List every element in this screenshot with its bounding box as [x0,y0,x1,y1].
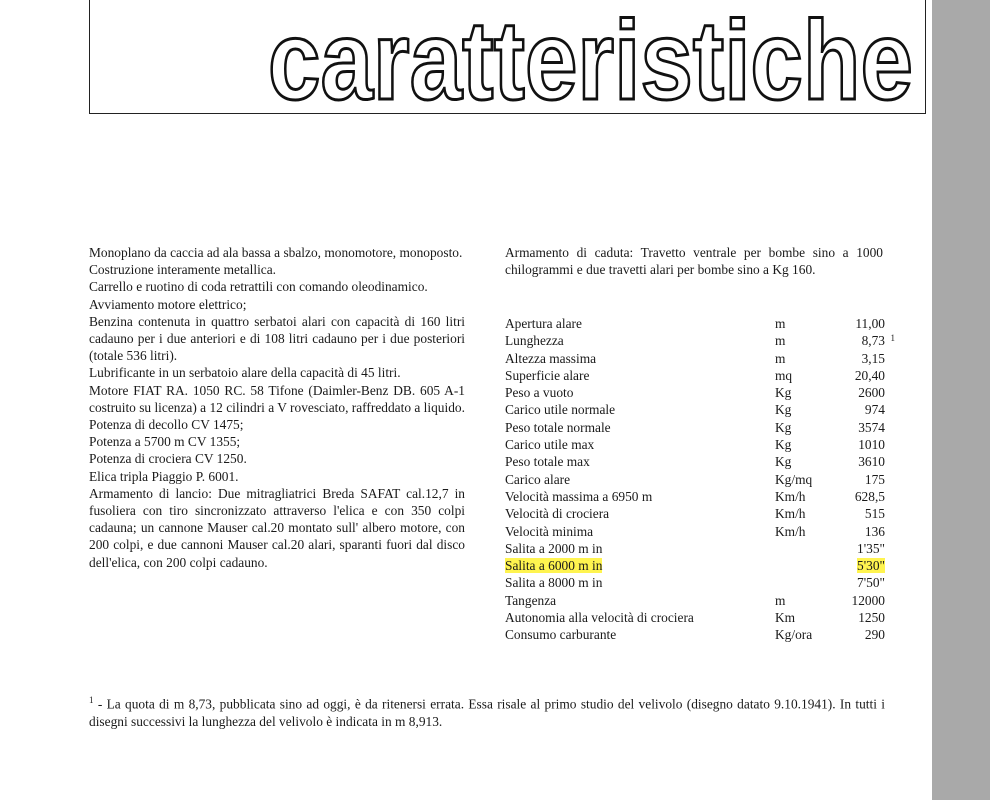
spec-value: 175 [864,471,885,487]
spec-label-cell [505,609,775,626]
spec-label: Salita a 2000 m in [505,540,603,556]
title-svg [90,0,927,123]
spec-value-cell [835,609,885,626]
spec-unit: Kg/mq [775,471,813,487]
spec-label-cell [505,384,775,401]
spec-unit [775,574,835,591]
spec-unit: m [775,592,786,608]
spec-unit: Kg/ora [775,627,813,643]
spec-unit: Km/h [775,506,806,522]
spec-label: Tangenza [505,592,557,608]
left-paragraph: Armamento di lancio: Due mitragliatrici Breda SAFAT cal.12,7 in fusoliera con tiro sincronizzato attraverso l'elica e con 350 colpi cadauna; un cannone Mauser cal.20 montato sull' albero motore, con 200 colpi, e due cannoni Mauser cal.20 alari, sparanti fuori dal disco dell'elica, con 200 colpi cadauno. [89,485,465,570]
spec-unit: Km/h [775,523,806,539]
spec-value-cell [835,557,885,574]
spec-unit: m [775,316,786,331]
spec-row [505,401,885,418]
spec-value: 12000 [851,592,885,608]
spec-value: 11,00 [855,316,885,331]
spec-value: 3610 [858,454,885,470]
spec-value-cell [835,471,885,488]
spec-value: 515 [864,506,885,522]
spec-label-cell [505,315,775,332]
footnote [89,692,885,730]
spec-label: Velocità minima [505,523,594,539]
spec-label-cell [505,436,775,453]
spec-unit: Kg [775,419,792,435]
spec-value: 1010 [858,437,885,453]
spec-value-cell [835,626,885,643]
spec-unit: Km [775,610,796,626]
spec-value-cell [835,332,895,349]
left-paragraph: Motore FIAT RA. 1050 RC. 58 Tifone (Daimler-Benz DB. 605 A-1 costruito su licenza) a 12 cilindri a V rovesciato, raffreddato a liquido. [89,382,465,415]
spec-note-mark: 1 [890,333,895,344]
spec-label-cell [505,332,775,349]
spec-label-cell [505,592,775,609]
spec-value: 8,73 [861,333,885,349]
spec-unit: Kg [775,385,792,401]
specs-table [505,315,895,644]
spec-value: 20,40 [854,367,885,383]
spec-value: 628,5 [854,488,885,504]
spec-value-cell [835,592,885,609]
spec-row [505,419,885,436]
spec-value: 290 [864,627,885,643]
spec-value-cell [835,540,885,557]
spec-label: Salita a 8000 m in [505,575,603,591]
spec-label: Autonomia alla velocità di crociera [505,610,694,626]
left-paragraph: Elica tripla Piaggio P. 6001. [89,468,239,484]
spec-value-cell [835,401,885,418]
spec-value-cell [835,315,885,332]
spec-label-cell [505,540,775,557]
spec-row [505,471,885,488]
spec-row [505,609,885,626]
spec-unit [775,540,835,557]
spec-label: Superficie alare [505,367,590,383]
spec-row [505,367,885,384]
spec-value-cell [835,384,885,401]
spec-value: 974 [864,402,885,418]
spec-label: Velocità massima a 6950 m [505,488,653,504]
spec-label-cell [505,488,775,505]
spec-label-cell [505,350,775,367]
spec-unit [775,557,835,574]
scrollbar[interactable] [932,0,990,800]
spec-row [505,540,885,557]
left-paragraph: Monoplano da caccia ad ala bassa a sbalzo, monomotore, monoposto. [89,245,463,260]
footnote-mark: 1 [89,695,94,705]
spec-row [505,523,885,540]
spec-row [505,350,885,367]
spec-value: 3,15 [861,350,885,366]
left-paragraph: Lubrificante in un serbatoio alare della capacità di 45 litri. [89,365,401,381]
spec-unit: Km/h [775,488,806,504]
spec-value-cell [835,419,885,436]
spec-unit: Kg [775,402,792,418]
spec-label-cell [505,367,775,384]
footnote-text: - La quota di m 8,73, pubblicata sino ad oggi, è da ritenersi errata. Essa risale al primo studio del velivolo (disegno datato 9.10.1941). In tutti i disegni successivi la lunghezza del velivolo è indicata in m 8,913. [89,696,885,729]
spec-value: 1'35" [857,540,885,556]
page-title: caratteristiche [268,0,913,123]
spec-row [505,592,885,609]
spec-row [505,505,885,522]
spec-label-cell [505,471,775,488]
left-paragraph: Potenza a 5700 m CV 1355; [89,434,241,450]
spec-label: Consumo carburante [505,627,617,643]
spec-value-cell [835,453,885,470]
spec-label: Peso totale normale [505,419,611,435]
spec-row [505,384,885,401]
spec-label-cell [505,401,775,418]
spec-value-cell [835,350,885,367]
spec-label: Apertura alare [505,316,582,331]
spec-row [505,332,885,349]
spec-row [505,557,885,574]
left-paragraph: Carrello e ruotino di coda retrattili con comando oleodinamico. [89,279,428,295]
spec-unit: m [775,333,786,349]
right-intro: Armamento di caduta: Travetto ventrale per bombe sino a 1000 chilogrammi e due travetti alari per bombe sino a Kg 160. [505,245,883,278]
spec-label-cell [505,419,775,436]
spec-value-cell [835,574,885,591]
spec-label-cell [505,626,775,643]
spec-value-cell [835,505,885,522]
spec-row [505,574,885,591]
spec-label: Lunghezza [505,333,564,349]
spec-unit: Kg [775,454,792,470]
spec-label: Salita a 6000 m in [505,558,603,574]
spec-label: Carico utile normale [505,402,616,418]
spec-value: 136 [864,523,885,539]
left-paragraph: Costruzione interamente metallica. [89,262,277,278]
spec-row [505,626,885,643]
spec-row [505,453,885,470]
spec-label: Peso a vuoto [505,385,574,401]
spec-label-cell [505,505,775,522]
spec-value-cell [835,367,885,384]
spec-value: 2600 [858,385,885,401]
spec-value-cell [835,436,885,453]
left-paragraph: Benzina contenuta in quattro serbatoi alari con capacità di 160 litri cadauno per i due anteriori e di 108 litri cadauno per i due posteriori (totale 536 litri). [89,313,465,364]
spec-value-cell [835,523,885,540]
spec-unit: mq [775,367,793,383]
spec-unit: Kg [775,437,792,453]
spec-label: Altezza massima [505,350,597,366]
spec-label: Carico alare [505,471,571,487]
spec-label-cell [505,523,775,540]
spec-label-cell [505,557,775,574]
spec-label: Peso totale max [505,454,590,470]
title-box [89,0,926,123]
spec-label: Carico utile max [505,437,595,453]
left-column [89,244,465,571]
spec-value: 3574 [858,419,885,435]
spec-label: Velocità di crociera [505,506,610,522]
spec-value: 1250 [858,610,885,626]
spec-unit: m [775,350,786,366]
spec-label-cell [505,574,775,591]
spec-row [505,436,885,453]
left-paragraph: Potenza di decollo CV 1475; [89,417,244,433]
spec-row [505,488,885,505]
spec-value: 5'30" [857,558,885,574]
spec-value-cell [835,488,885,505]
spec-value: 7'50" [857,575,885,591]
spec-row [505,315,885,332]
left-paragraph: Potenza di crociera CV 1250. [89,451,247,467]
spec-label-cell [505,453,775,470]
left-paragraph: Avviamento motore elettrico; [89,296,247,312]
